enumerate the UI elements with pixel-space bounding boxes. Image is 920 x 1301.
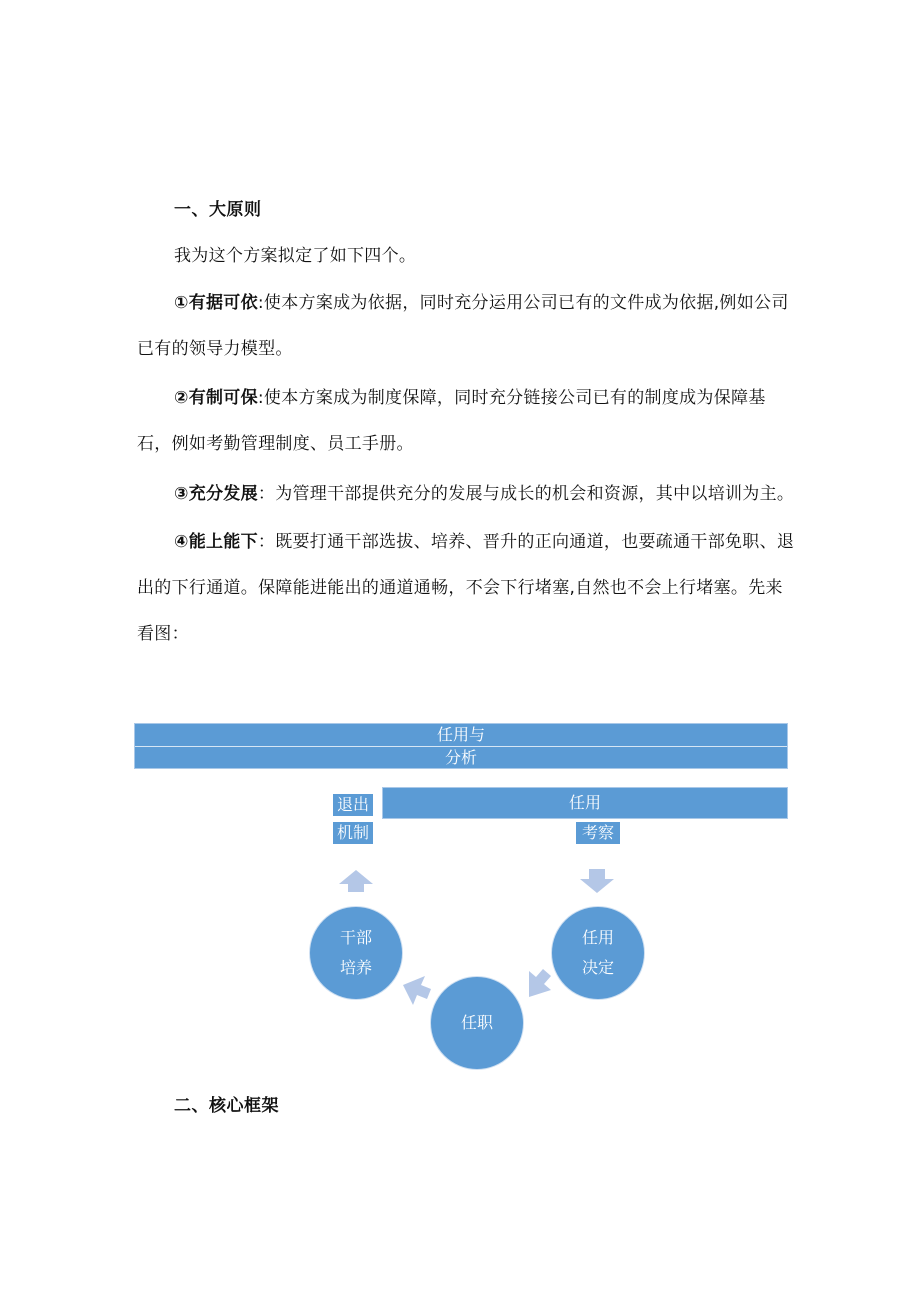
appointment-decision-line2: 决定 [581,958,614,977]
principle-label-3: ③充分发展 [174,484,258,504]
exit-mechanism-line2: 机制 [333,822,373,844]
appointment-review-bar: 任用 [382,787,788,819]
section-1-heading: 一、大原则 [174,200,262,220]
principle-item-4 [137,519,797,657]
principle-text-1: :使本方案成为依据，同时充分运用公司已有的文件成为依据,例如公司已有的领导力模型。 [137,293,789,359]
principle-label-1: ①有据可依 [174,293,258,313]
appointment-analysis-bar [134,723,788,769]
principle-item-3 [137,471,797,517]
left-down-arrow-icon [529,969,551,997]
intro-paragraph: 我为这个方案拟定了如下四个。 [174,246,417,266]
appointment-analysis-line1: 任用与 [135,724,787,747]
appointment-decision-circle [552,907,644,999]
cadre-training-circle [310,907,402,999]
take-office-circle [431,977,523,1069]
principle-text-3: ：为管理干部提供充分的发展与成长的机会和资源，其中以培训为主。 [257,484,795,504]
principle-label-4: ④能上能下 [174,532,258,552]
section-2-heading: 二、核心框架 [174,1096,279,1116]
down-arrow-icon [580,869,614,893]
appointment-review-line2: 考察 [576,822,620,844]
principle-label-2: ②有制可保 [174,388,258,408]
appointment-decision-line1: 任用 [581,928,614,947]
cadre-training-line1: 干部 [339,928,372,947]
up-arrow-icon [339,870,373,892]
principle-item-1 [137,280,797,372]
cadre-training-line2: 培养 [339,958,372,977]
principle-text-4: ：既要打通干部选拔、培养、晋升的正向通道，也要疏通干部免职、退出的下行通道。保障能进能出的通道通畅，不会下行堵塞,自然也不会上行堵塞。先来看图： [137,532,795,644]
principle-item-2 [137,375,797,467]
exit-mechanism-line1: 退出 [333,794,373,816]
principle-text-2: :使本方案成为制度保障，同时充分链接公司已有的制度成为保障基石，例如考勤管理制度、员工手册。 [137,388,766,454]
appointment-analysis-line2: 分析 [444,748,477,767]
left-up-arrow-icon [403,976,431,1005]
take-office-label: 任职 [460,1013,493,1032]
